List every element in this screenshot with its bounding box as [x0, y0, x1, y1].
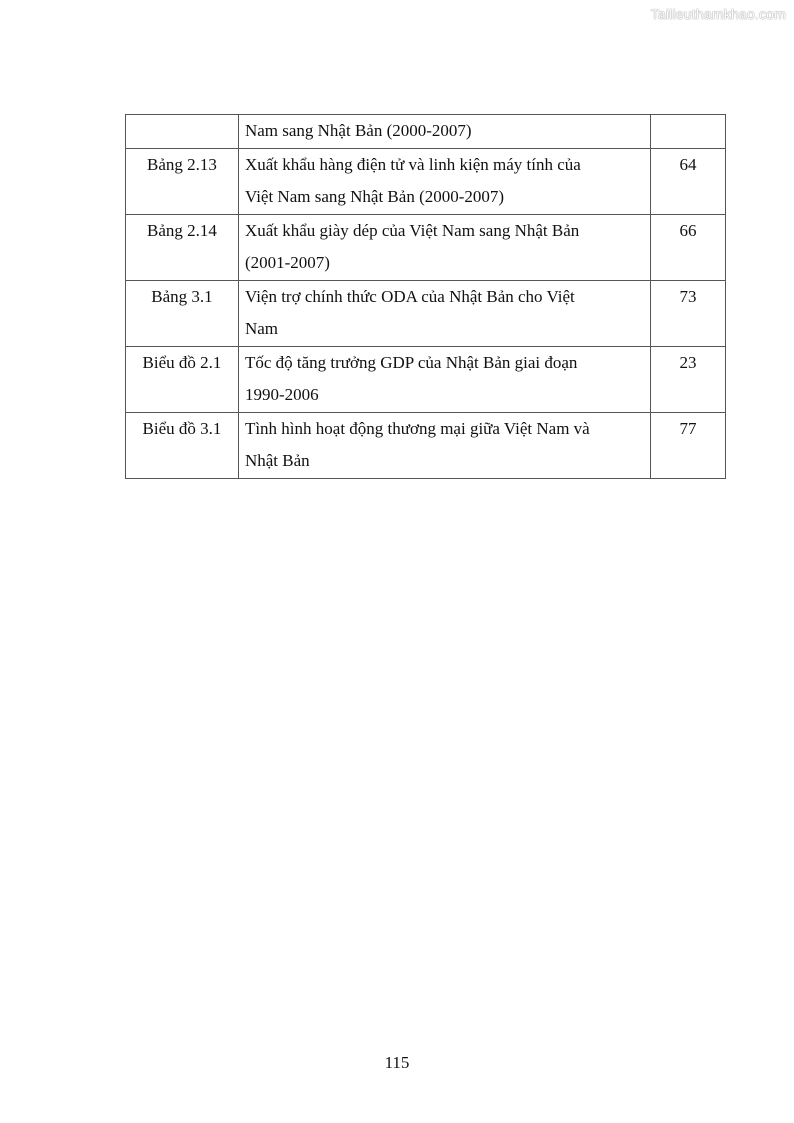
table-row: [126, 280, 726, 346]
table-row: [126, 214, 726, 280]
table-row: [126, 115, 726, 149]
watermark: Tailieuthamkhao.com: [650, 6, 786, 22]
table-row: [126, 412, 726, 478]
row-title: [238, 412, 650, 478]
row-title-line: Nhật Bản: [244, 451, 310, 470]
row-title: [238, 148, 650, 214]
row-title: [238, 214, 650, 280]
row-label: [126, 115, 239, 149]
row-title-line: Xuất khẩu hàng điện tử và linh kiện máy tính của: [244, 154, 581, 174]
row-page: 23: [651, 346, 726, 412]
page-number: 115: [384, 1053, 410, 1072]
row-page: [651, 115, 726, 149]
row-title-line: Viện trợ chính thức ODA của Nhật Bản cho Việt: [244, 286, 575, 306]
row-title: [238, 115, 650, 149]
table-of-figures: [125, 114, 726, 479]
row-title-line: Việt Nam sang Nhật Bản (2000-2007): [244, 187, 505, 206]
row-title-line: Tốc độ tăng trưởng GDP của Nhật Bản giai đoạn: [244, 352, 578, 372]
row-label: Biểu đồ 3.1: [126, 412, 239, 478]
row-page: 77: [651, 412, 726, 478]
row-title-line: 1990-2006: [244, 385, 319, 404]
row-title-line: Tình hình hoạt động thương mại giữa Việt Nam và: [244, 418, 590, 438]
row-page: 64: [651, 148, 726, 214]
row-page: 66: [651, 214, 726, 280]
row-label: Bảng 2.14: [126, 214, 239, 280]
row-label: Bảng 3.1: [126, 280, 239, 346]
row-label: Bảng 2.13: [126, 148, 239, 214]
row-title-line: Nam sang Nhật Bản (2000-2007): [244, 121, 472, 140]
row-title-line: Xuất khẩu giày dép của Việt Nam sang Nhật Bản: [244, 220, 580, 240]
table-row: [126, 148, 726, 214]
row-title-line: Nam: [244, 319, 278, 338]
row-title: [238, 346, 650, 412]
row-label: Biểu đồ 2.1: [126, 346, 239, 412]
row-title: [238, 280, 650, 346]
table-row: [126, 346, 726, 412]
row-page: 73: [651, 280, 726, 346]
row-title-line: (2001-2007): [244, 253, 330, 272]
